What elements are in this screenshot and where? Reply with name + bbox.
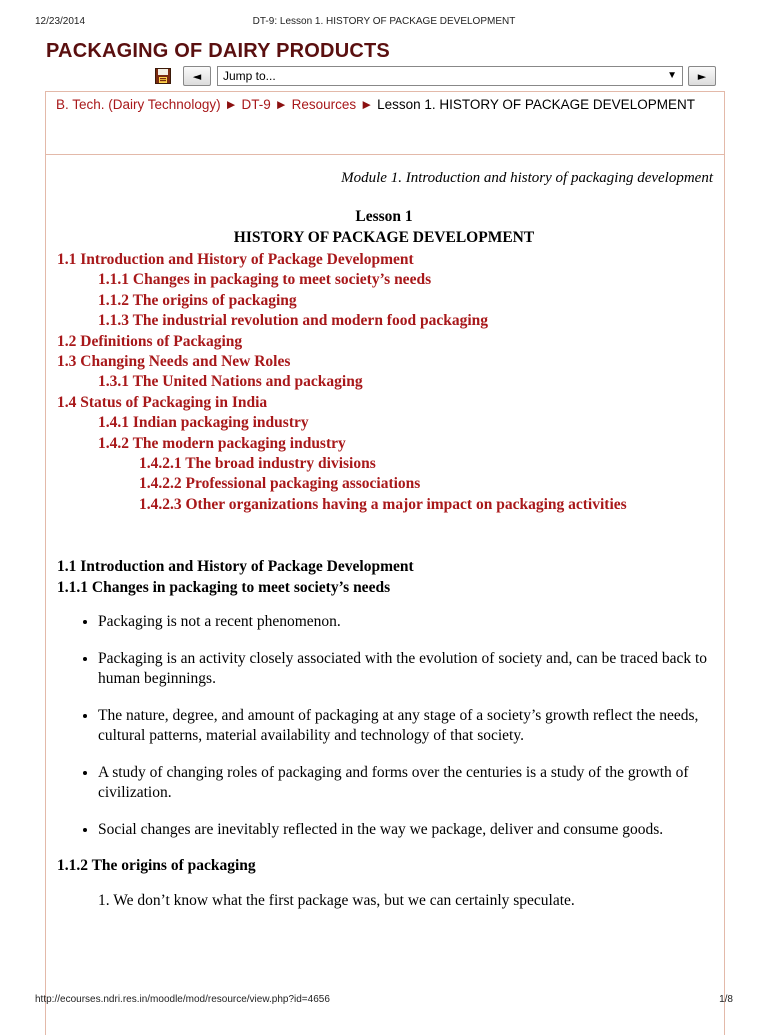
next-button[interactable]: ► (688, 66, 716, 86)
print-footer (35, 994, 733, 1008)
toc-link[interactable]: 1.1.1 Changes in packaging to meet society’s needs (98, 271, 432, 289)
toc-link[interactable]: 1.4.2.3 Other organizations having a major impact on packaging activities (139, 495, 627, 513)
list-item: • Packaging is not a recent phenomenon. (98, 612, 717, 632)
subsection-heading: 1.1.2 The origins of packaging (57, 857, 256, 874)
print-header (35, 16, 733, 30)
bullet-list (57, 612, 717, 840)
list-item: • The nature, degree, and amount of packaging at any stage of a society’s growth reflect the needs, cultural patterns, material availability and technology of that society. (98, 706, 717, 746)
breadcrumb-separator-icon: ► (359, 97, 374, 112)
jump-to-select[interactable] (217, 66, 683, 86)
toc-link[interactable]: 1.1.2 The origins of packaging (98, 291, 297, 309)
toc-link[interactable]: 1.4.2.1 The broad industry divisions (139, 455, 376, 473)
subsection-heading: 1.1.1 Changes in packaging to meet society’s needs (57, 579, 391, 596)
print-page-title: DT-9: Lesson 1. HISTORY OF PACKAGE DEVELOPMENT (252, 16, 516, 27)
page-url: http://ecourses.ndri.res.in/moodle/mod/resource/view.php?id=4656 (35, 994, 330, 1005)
previous-button[interactable]: ◄ (183, 66, 211, 86)
breadcrumb-current: Lesson 1. HISTORY OF PACKAGE DEVELOPMENT (377, 97, 695, 112)
lesson-body (57, 556, 717, 910)
page-number: 1/8 (719, 994, 733, 1005)
list-item: • Social changes are inevitably reflected in the way we package, deliver and consume goods. (98, 820, 717, 840)
toc-link[interactable]: 1.1.3 The industrial revolution and modern food packaging (98, 312, 489, 330)
breadcrumb-separator-icon: ► (274, 97, 288, 112)
jump-to-value: Jump to... (223, 69, 276, 83)
lesson-number: Lesson 1 (355, 208, 413, 225)
breadcrumb (45, 91, 725, 155)
floppy-disk-icon[interactable] (155, 68, 171, 84)
toc-link[interactable]: 1.4.1 Indian packaging industry (98, 414, 309, 432)
module-heading: Module 1. Introduction and history of packaging development (341, 170, 713, 186)
breadcrumb-item-course[interactable]: B. Tech. (Dairy Technology) (56, 97, 221, 112)
toc-link[interactable]: 1.4 Status of Packaging in India (57, 393, 268, 411)
toc-link[interactable]: 1.3 Changing Needs and New Roles (57, 353, 291, 371)
breadcrumb-separator-icon: ► (224, 97, 238, 112)
breadcrumb-item-dt9[interactable]: DT-9 (241, 97, 271, 112)
list-item: • A study of changing roles of packaging and forms over the centuries is a study of the growth of civilization. (98, 763, 717, 803)
course-title: PACKAGING OF DAIRY PRODUCTS (46, 40, 390, 62)
toc-link[interactable]: 1.4.2.2 Professional packaging associations (139, 475, 421, 493)
section-heading: 1.1 Introduction and History of Package Development (57, 558, 414, 575)
toc-link[interactable]: 1.1 Introduction and History of Package Development (57, 251, 414, 268)
toc-link[interactable]: 1.3.1 The United Nations and packaging (98, 373, 363, 391)
chevron-down-icon: ▼ (667, 70, 677, 81)
breadcrumb-item-resources[interactable]: Resources (291, 97, 357, 112)
lesson-title: HISTORY OF PACKAGE DEVELOPMENT (233, 229, 535, 246)
numbered-item: 1. We don’t know what the first package was, but we can certainly speculate. (98, 892, 575, 909)
toc-link[interactable]: 1.4.2 The modern packaging industry (98, 434, 346, 452)
print-date: 12/23/2014 (35, 16, 86, 27)
list-item: • Packaging is an activity closely associated with the evolution of society and, can be traced back to human beginnings. (98, 649, 717, 689)
table-of-contents (57, 250, 667, 515)
toc-link[interactable]: 1.2 Definitions of Packaging (57, 332, 243, 350)
